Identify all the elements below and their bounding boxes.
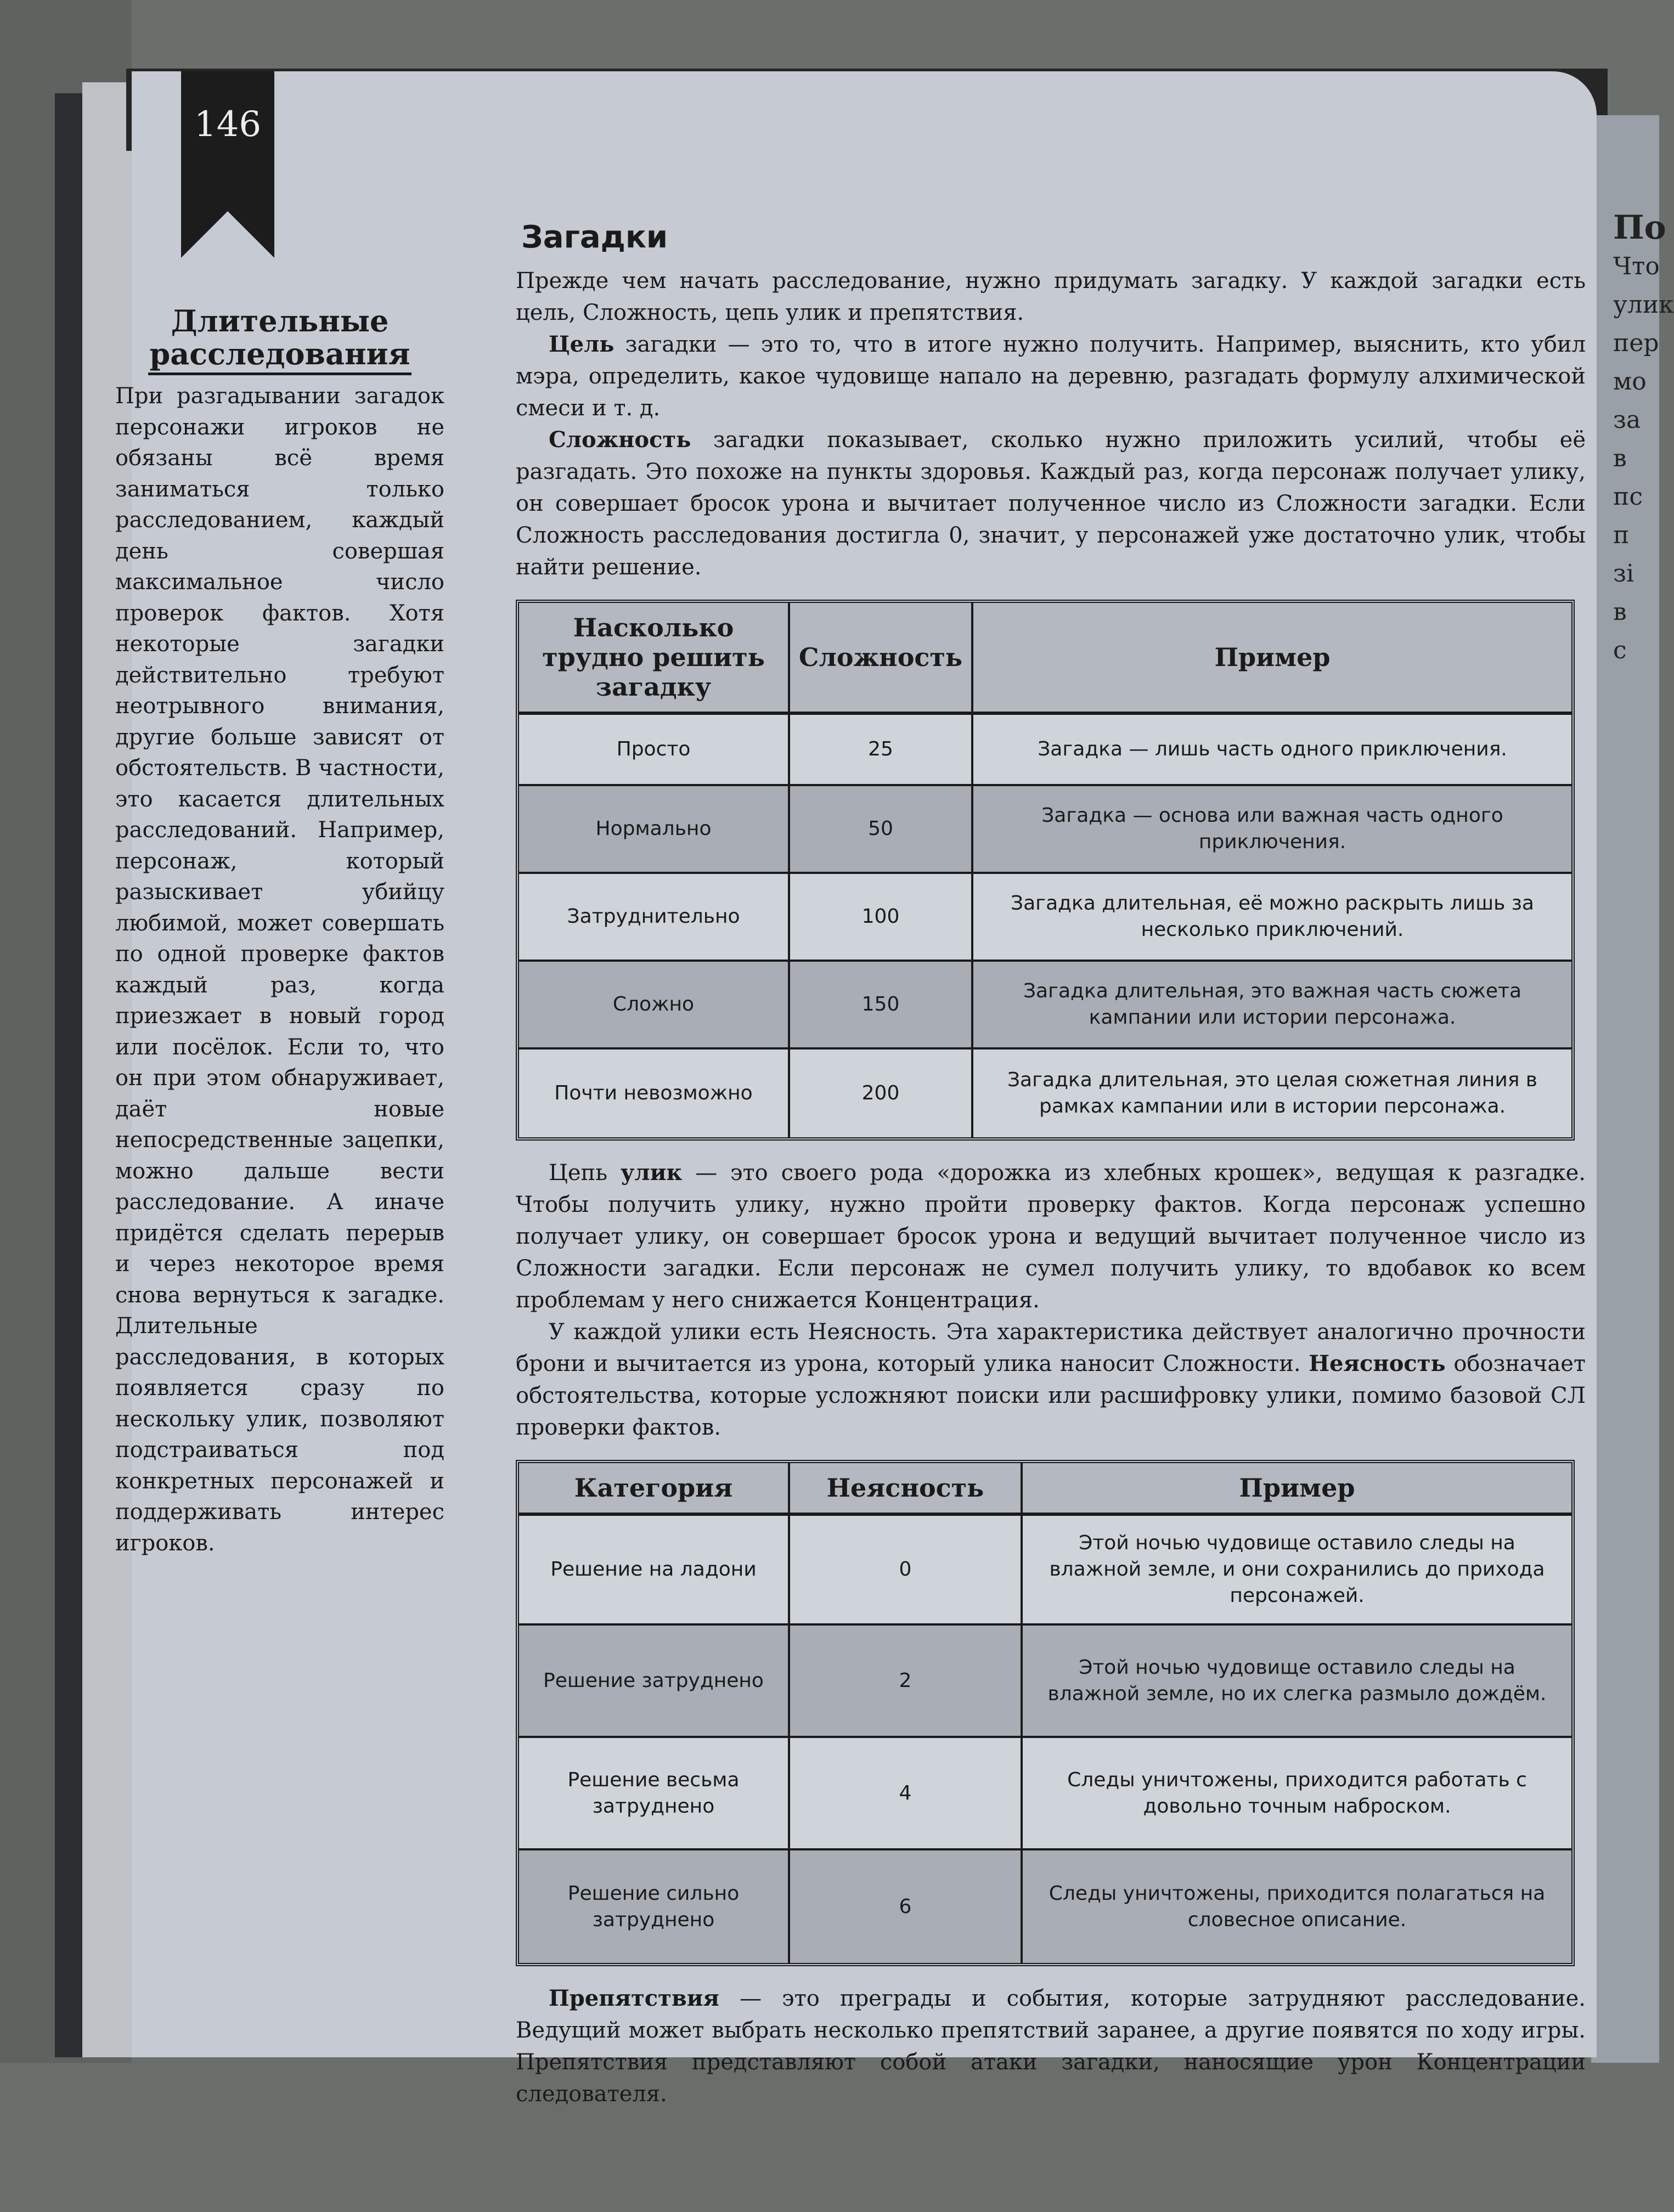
table-header-row: [519, 1463, 1571, 1516]
table-row: [519, 715, 1571, 786]
next-page-fragment: в: [1613, 444, 1627, 472]
obstacles-text: — это преграды и события, которые затрудняют расследование. Ведущий может выбрать несколько препятствий заранее, а другие появятся по ходу игры. Препятствия представляют собой атаки загадки, наносящие урон Концентрации следователя.: [516, 1986, 1586, 2107]
next-page-fragment: в: [1613, 598, 1627, 626]
obscurity-term: Неясность: [1309, 1351, 1446, 1376]
chain-term: улик: [620, 1160, 683, 1186]
difficulty-paragraph: [516, 424, 1586, 583]
table-cell: 0: [790, 1516, 1023, 1626]
table-cell: 6: [790, 1850, 1023, 1963]
obscurity-table: [516, 1460, 1575, 1966]
next-page-fragment: пс: [1613, 483, 1643, 511]
table-cell: Решение сильно затруднено: [519, 1850, 790, 1963]
main-column: [516, 219, 1586, 2110]
table-cell: 200: [790, 1049, 973, 1137]
next-page-fragment: мо: [1613, 368, 1647, 396]
obscurity-paragraph: [516, 1316, 1586, 1443]
table-cell: Этой ночью чудовище оставило следы на влажной земле, но их слегка размыло дождём.: [1023, 1626, 1571, 1738]
difficulty-text: загадки показывает, сколько нужно приложить усилий, чтобы её разгадать. Это похоже на пункты здоровья. Каждый раз, когда персонаж получает улику, он совершает бросок урона и вычитает полученное число из Сложности загадки. Если Сложность расследования достигла 0, значит, у персонажей уже достаточно улик, чтобы найти решение.: [516, 427, 1586, 580]
table-cell: 100: [790, 874, 973, 962]
sidebar-text: При разгадывании загадок персонажи игроков не обязаны всё время заниматься только расследованием, каждый день совершая максимальное число проверок фактов. Хотя некоторые загадки действительно требуют неотрывного внимания, другие больше зависят от обстоятельств. В частности, это касается длительных расследований. Например, персонаж, который разыскивает убийцу любимой, может совершать по одной проверке фактов каждый раз, когда приезжает в новый город или посёлок. Если то, что он при этом обнаруживает, даёт новые непосредственные зацепки, можно дальше вести расследование. А иначе придётся сделать перерыв и через некоторое время снова вернуться к загадке. Длительные расследования, в которых появляется сразу по нескольку улик, позволяют подстраиваться под конкретных персонажей и поддерживать интерес игроков.: [115, 383, 444, 1556]
table-cell: Сложно: [519, 962, 790, 1049]
table-cell: Загадка длительная, её можно раскрыть лишь за несколько приключений.: [973, 874, 1571, 962]
next-page-fragment: с: [1613, 636, 1627, 664]
sidebar: [115, 304, 444, 1559]
table-row: [519, 874, 1571, 962]
table-cell: Загадка — основа или важная часть одного приключения.: [973, 786, 1571, 874]
sidebar-title-line2: расследования: [149, 336, 410, 371]
table-cell: 4: [790, 1738, 1023, 1850]
table-cell: 2: [790, 1626, 1023, 1738]
table-header: Сложность: [790, 603, 973, 715]
table-cell: Следы уничтожены, приходится полагаться на словесное описание.: [1023, 1850, 1571, 1963]
next-page-fragment: улик: [1613, 291, 1674, 319]
table-cell: Загадка — лишь часть одного приключения.: [973, 715, 1571, 786]
table-header-row: [519, 603, 1571, 715]
table-header: Пример: [973, 603, 1571, 715]
table-cell: Решение весьма затруднено: [519, 1738, 790, 1850]
table-cell: Нормально: [519, 786, 790, 874]
chain-paragraph: [516, 1157, 1586, 1316]
table-header: Категория: [519, 1463, 790, 1516]
chain-prefix: Цепь: [549, 1160, 621, 1186]
table-row: [519, 1516, 1571, 1626]
table-cell: Этой ночью чудовище оставило следы на влажной земле, и они сохранились до прихода персонажей.: [1023, 1516, 1571, 1626]
difficulty-term: Сложность: [549, 427, 691, 453]
table-cell: Почти невозможно: [519, 1049, 790, 1137]
goal-term: Цель: [549, 331, 615, 357]
next-page-fragment: п: [1613, 521, 1630, 549]
next-page-fragment: за: [1613, 406, 1641, 434]
intro-paragraph: Прежде чем начать расследование, нужно придумать загадку. У каждой загадки есть цель, Сложность, цепь улик и препятствия.: [516, 268, 1586, 325]
page-number: 146: [194, 104, 262, 145]
obscurity-text-1: У каждой улики есть Неясность. Эта характеристика действует аналогично прочности брони и вычитается из урона, который улика наносит Сложности.: [516, 1319, 1586, 1376]
table-cell: Затруднительно: [519, 874, 790, 962]
next-page-fragment: По: [1613, 208, 1666, 247]
obscurity-text-2: обозначает обстоятельства, которые усложняют поиски или расшифровку улики, помимо базовой СЛ проверки фактов.: [516, 1351, 1586, 1440]
next-page-fragment: пер: [1613, 329, 1659, 357]
table-cell: 25: [790, 715, 973, 786]
goal-text: загадки — это то, что в итоге нужно получить. Например, выяснить, кто убил мэра, определить, какое чудовище напало на деревню, разгадать формулу алхимической смеси и т. д.: [516, 332, 1586, 421]
difficulty-table: [516, 600, 1575, 1141]
next-page: [1591, 115, 1674, 2118]
table-cell: Загадка длительная, это важная часть сюжета кампании или истории персонажа.: [973, 962, 1571, 1049]
table-cell: 50: [790, 786, 973, 874]
table-cell: Решение затруднено: [519, 1626, 790, 1738]
table-header: Неясность: [790, 1463, 1023, 1516]
table-row: [519, 1049, 1571, 1137]
table-cell: Решение на ладони: [519, 1516, 790, 1626]
next-page-fragment: Что: [1613, 252, 1660, 280]
table-cell: Просто: [519, 715, 790, 786]
sidebar-title-line1: Длительные: [171, 303, 389, 338]
sidebar-title: [148, 304, 412, 375]
section-title: Загадки: [521, 219, 668, 255]
goal-paragraph: [516, 329, 1586, 424]
table-header: Пример: [1023, 1463, 1571, 1516]
table-row: [519, 1626, 1571, 1738]
obstacles-term: Препятствия: [549, 1985, 719, 2011]
table-header: Насколько трудно решить загадку: [519, 603, 790, 715]
table-cell: 150: [790, 962, 973, 1049]
obstacles-paragraph: [516, 1983, 1586, 2110]
chain-text: — это своего рода «дорожка из хлебных крошек», ведущая к разгадке. Чтобы получить улику, нужно пройти проверку фактов. Когда персонаж успешно получает улику, он совершает бросок урона и ведущий вычитает полученное число из Сложности загадки. Если персонаж не сумел получить улику, то вдобавок ко всем проблемам у него снижается Концентрация.: [516, 1160, 1586, 1313]
table-row: [519, 962, 1571, 1049]
table-cell: Следы уничтожены, приходится работать с довольно точным наброском.: [1023, 1738, 1571, 1850]
next-page-fragment: зі: [1613, 560, 1634, 588]
table-row: [519, 1850, 1571, 1963]
table-row: [519, 786, 1571, 874]
table-row: [519, 1738, 1571, 1850]
table-cell: Загадка длительная, это целая сюжетная линия в рамках кампании или в истории персонажа.: [973, 1049, 1571, 1137]
